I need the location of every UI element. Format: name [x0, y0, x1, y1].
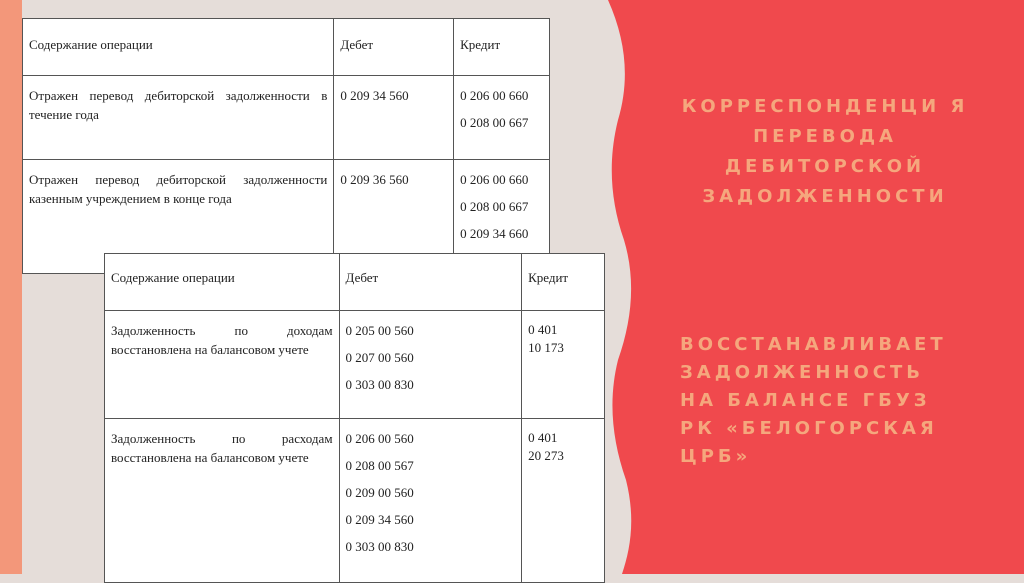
operation-description: Отражен перевод дебиторской задолженности в течение года: [29, 88, 328, 122]
credit-account: 0 206 00 660: [460, 172, 529, 187]
credit-account: 0 209 34 660: [460, 226, 529, 241]
table-row: [105, 419, 605, 583]
debit-account: 0 303 00 830: [345, 377, 414, 392]
table-row: [23, 76, 550, 160]
credit-account: 0 206 00 660: [460, 88, 529, 103]
debit-account: 0 206 00 560: [345, 431, 414, 446]
header-debit: Дебет: [334, 19, 454, 76]
table-debt-transfer: [22, 18, 550, 274]
debit-account: 0 209 36 560: [340, 172, 409, 187]
debit-account: 0 207 00 560: [345, 350, 414, 365]
credit-account: 0 208 00 667: [460, 115, 529, 130]
credit-account: 0 401: [528, 430, 558, 445]
debit-account: 0 205 00 560: [345, 323, 414, 338]
slide-title-restoration: ВОССТАНАВЛИВАЕТ ЗАДОЛЖЕННОСТЬ НА БАЛАНСЕ ГБУЗ РК «БЕЛОГОРСКАЯ ЦРБ»: [680, 334, 947, 467]
header-debit: Дебет: [339, 254, 522, 311]
table-debt-restoration: [104, 253, 605, 583]
header-content: Содержание операции: [23, 19, 334, 76]
header-content: Содержание операции: [105, 254, 340, 311]
debit-account: 0 209 34 560: [345, 512, 414, 527]
slide-title-correspondence: КОРРЕСПОНДЕНЦИ Я ПЕРЕВОДА ДЕБИТОРСКОЙ ЗАДОЛЖЕННОСТИ: [681, 96, 969, 207]
credit-account: 0 208 00 667: [460, 199, 529, 214]
debit-account: 0 209 00 560: [345, 485, 414, 500]
credit-account: 0 401: [528, 322, 558, 337]
left-accent-strip: [0, 0, 22, 574]
operation-description: Отражен перевод дебиторской задолженности казенным учреждением в конце года: [29, 172, 328, 206]
operation-description: Задолженность по доходам восстановлена на балансовом учете: [111, 323, 333, 357]
debit-account: 0 209 34 560: [340, 88, 409, 103]
credit-account: 20 273: [528, 448, 564, 463]
credit-account: 10 173: [528, 340, 564, 355]
right-decorative-panel: [608, 0, 1024, 574]
operation-description: Задолженность по расходам восстановлена на балансовом учете: [111, 431, 333, 465]
table-row: [105, 311, 605, 419]
debit-account: 0 303 00 830: [345, 539, 414, 554]
header-credit: Кредит: [454, 19, 550, 76]
debit-account: 0 208 00 567: [345, 458, 414, 473]
header-credit: Кредит: [522, 254, 605, 311]
